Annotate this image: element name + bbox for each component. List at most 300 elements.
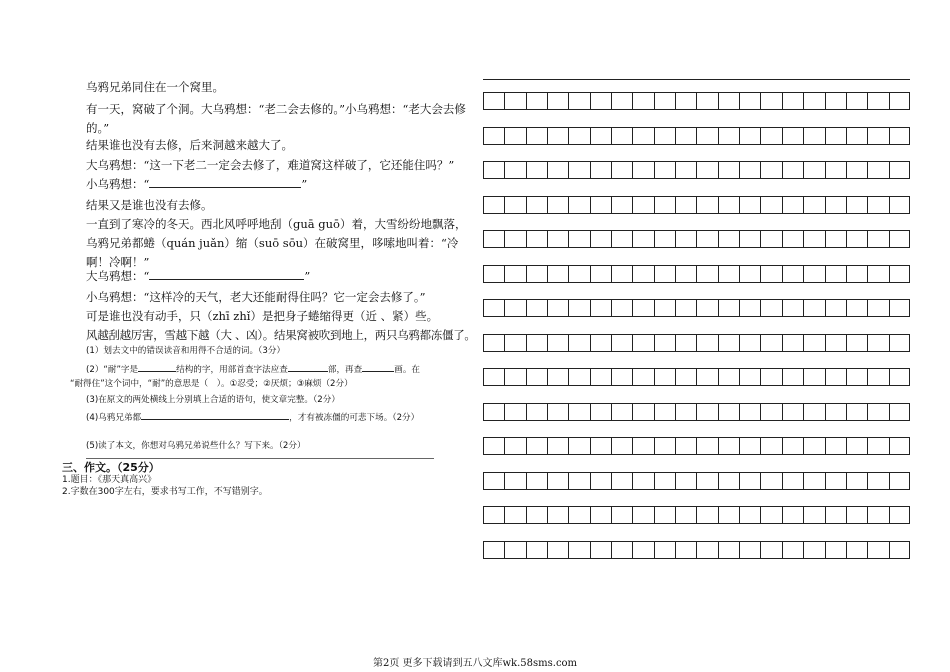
grid-cell[interactable] — [547, 438, 568, 454]
question-2-part-a: (2）“耐”字是 — [86, 365, 139, 375]
grid-cell[interactable] — [526, 128, 547, 144]
grid-cell[interactable] — [696, 473, 717, 489]
grid-cell[interactable] — [547, 507, 568, 523]
grid-cell[interactable] — [803, 369, 824, 385]
grid-cell[interactable] — [782, 93, 803, 109]
grid-cell[interactable] — [739, 438, 760, 454]
grid-cell[interactable] — [654, 507, 675, 523]
grid-cell[interactable] — [867, 128, 888, 144]
grid-cell[interactable] — [846, 197, 867, 213]
grid-cell[interactable] — [760, 473, 781, 489]
grid-cell[interactable] — [739, 93, 760, 109]
grid-cell[interactable] — [803, 128, 824, 144]
grid-cell[interactable] — [632, 369, 653, 385]
grid-cell[interactable] — [483, 473, 504, 489]
grid-cell[interactable] — [654, 93, 675, 109]
grid-cell[interactable] — [803, 507, 824, 523]
grid-cell[interactable] — [590, 438, 611, 454]
grid-cell[interactable] — [590, 197, 611, 213]
grid-cell[interactable] — [739, 197, 760, 213]
grid-cell[interactable] — [590, 507, 611, 523]
grid-cell[interactable] — [889, 93, 910, 109]
question-2 — [62, 362, 482, 378]
paragraph-5-close: ” — [301, 177, 308, 191]
grid-cell[interactable] — [760, 128, 781, 144]
grid-cell[interactable] — [889, 369, 910, 385]
grid-cell[interactable] — [504, 197, 525, 213]
grid-cell[interactable] — [568, 197, 589, 213]
grid-cell[interactable] — [867, 266, 888, 282]
grid-cell[interactable] — [568, 128, 589, 144]
grid-cell[interactable] — [483, 266, 504, 282]
grid-cell[interactable] — [867, 438, 888, 454]
grid-cell[interactable] — [803, 473, 824, 489]
grid-cell[interactable] — [867, 404, 888, 420]
grid-cell[interactable] — [760, 266, 781, 282]
grid-cell[interactable] — [889, 128, 910, 144]
q2-blank-strokes[interactable] — [362, 362, 394, 372]
grid-cell[interactable] — [632, 231, 653, 247]
grid-cell[interactable] — [547, 231, 568, 247]
grid-cell[interactable] — [654, 162, 675, 178]
grid-cell[interactable] — [846, 473, 867, 489]
grid-cell[interactable] — [504, 335, 525, 351]
grid-cell[interactable] — [611, 266, 632, 282]
grid-cell[interactable] — [825, 266, 846, 282]
grid-cell[interactable] — [675, 128, 696, 144]
grid-cell[interactable] — [590, 369, 611, 385]
grid-cell[interactable] — [483, 404, 504, 420]
grid-cell[interactable] — [654, 266, 675, 282]
grid-cell[interactable] — [889, 231, 910, 247]
grid-cell[interactable] — [632, 197, 653, 213]
grid-cell[interactable] — [718, 335, 739, 351]
grid-cell[interactable] — [504, 473, 525, 489]
grid-cell[interactable] — [611, 300, 632, 316]
q2-blank-structure[interactable] — [138, 362, 176, 372]
grid-cell[interactable] — [846, 300, 867, 316]
grid-cell[interactable] — [760, 300, 781, 316]
grid-cell[interactable] — [760, 335, 781, 351]
grid-cell[interactable] — [889, 300, 910, 316]
grid-cell[interactable] — [632, 473, 653, 489]
grid-cell[interactable] — [739, 404, 760, 420]
grid-cell[interactable] — [803, 93, 824, 109]
grid-row — [483, 299, 910, 317]
grid-cell[interactable] — [611, 507, 632, 523]
grid-cell[interactable] — [675, 369, 696, 385]
grid-cell[interactable] — [632, 542, 653, 558]
grid-cell[interactable] — [867, 542, 888, 558]
grid-cell[interactable] — [739, 266, 760, 282]
grid-cell[interactable] — [739, 507, 760, 523]
grid-cell[interactable] — [675, 438, 696, 454]
grid-cell[interactable] — [825, 404, 846, 420]
grid-cell[interactable] — [696, 266, 717, 282]
grid-cell[interactable] — [675, 335, 696, 351]
grid-cell[interactable] — [547, 197, 568, 213]
q2-blank-radical[interactable] — [288, 362, 328, 372]
grid-cell[interactable] — [568, 473, 589, 489]
grid-cell[interactable] — [526, 266, 547, 282]
grid-cell[interactable] — [504, 231, 525, 247]
grid-cell[interactable] — [483, 162, 504, 178]
question-4-part-b: ，才有被冻僵的可悲下场。（2分） — [289, 413, 420, 423]
grid-cell[interactable] — [483, 438, 504, 454]
grid-cell[interactable] — [632, 300, 653, 316]
grid-cell[interactable] — [611, 404, 632, 420]
grid-cell[interactable] — [526, 197, 547, 213]
grid-cell[interactable] — [718, 300, 739, 316]
grid-cell[interactable] — [696, 507, 717, 523]
grid-cell[interactable] — [760, 231, 781, 247]
grid-cell[interactable] — [803, 162, 824, 178]
grid-cell[interactable] — [889, 473, 910, 489]
grid-cell[interactable] — [547, 335, 568, 351]
grid-cell[interactable] — [526, 473, 547, 489]
grid-cell[interactable] — [654, 438, 675, 454]
grid-cell[interactable] — [568, 335, 589, 351]
grid-cell[interactable] — [547, 300, 568, 316]
grid-cell[interactable] — [547, 473, 568, 489]
grid-cell[interactable] — [547, 128, 568, 144]
grid-cell[interactable] — [568, 404, 589, 420]
grid-cell[interactable] — [526, 335, 547, 351]
grid-cell[interactable] — [889, 197, 910, 213]
grid-cell[interactable] — [654, 231, 675, 247]
grid-cell[interactable] — [718, 231, 739, 247]
grid-cell[interactable] — [590, 300, 611, 316]
grid-cell[interactable] — [590, 128, 611, 144]
paragraph-2: 有一天，窝破了个洞。大乌鸦想：“老二会去修的。”小乌鸦想：“老大会去修的。” — [86, 102, 466, 135]
grid-cell[interactable] — [889, 162, 910, 178]
grid-cell[interactable] — [825, 93, 846, 109]
grid-cell[interactable] — [782, 507, 803, 523]
grid-cell[interactable] — [718, 266, 739, 282]
grid-cell[interactable] — [632, 93, 653, 109]
grid-cell[interactable] — [568, 369, 589, 385]
grid-cell[interactable] — [675, 162, 696, 178]
grid-cell[interactable] — [504, 128, 525, 144]
grid-cell[interactable] — [483, 93, 504, 109]
grid-cell[interactable] — [825, 162, 846, 178]
grid-cell[interactable] — [889, 438, 910, 454]
grid-cell[interactable] — [696, 162, 717, 178]
grid-cell[interactable] — [504, 162, 525, 178]
grid-cell[interactable] — [632, 507, 653, 523]
grid-cell[interactable] — [611, 438, 632, 454]
grid-cell[interactable] — [504, 438, 525, 454]
grid-cell[interactable] — [590, 231, 611, 247]
grid-cell[interactable] — [782, 404, 803, 420]
grid-cell[interactable] — [782, 335, 803, 351]
grid-cell[interactable] — [760, 438, 781, 454]
grid-cell[interactable] — [611, 128, 632, 144]
grid-cell[interactable] — [846, 266, 867, 282]
grid-cell[interactable] — [611, 473, 632, 489]
grid-cell[interactable] — [889, 542, 910, 558]
grid-cell[interactable] — [654, 300, 675, 316]
grid-cell[interactable] — [825, 197, 846, 213]
grid-cell[interactable] — [867, 473, 888, 489]
grid-cell[interactable] — [526, 404, 547, 420]
grid-cell[interactable] — [568, 162, 589, 178]
grid-cell[interactable] — [675, 93, 696, 109]
grid-cell[interactable] — [611, 542, 632, 558]
grid-cell[interactable] — [760, 507, 781, 523]
grid-cell[interactable] — [526, 369, 547, 385]
grid-cell[interactable] — [654, 542, 675, 558]
grid-cell[interactable] — [654, 197, 675, 213]
grid-cell[interactable] — [547, 404, 568, 420]
grid-cell[interactable] — [782, 128, 803, 144]
grid-cell[interactable] — [696, 542, 717, 558]
grid-cell[interactable] — [547, 266, 568, 282]
grid-cell[interactable] — [718, 507, 739, 523]
grid-cell[interactable] — [782, 266, 803, 282]
grid-cell[interactable] — [867, 369, 888, 385]
grid-cell[interactable] — [675, 197, 696, 213]
grid-cell[interactable] — [654, 369, 675, 385]
grid-cell[interactable] — [696, 197, 717, 213]
grid-cell[interactable] — [803, 231, 824, 247]
grid-cell[interactable] — [611, 369, 632, 385]
grid-cell[interactable] — [611, 162, 632, 178]
grid-cell[interactable] — [526, 162, 547, 178]
grid-cell[interactable] — [632, 404, 653, 420]
grid-cell[interactable] — [547, 369, 568, 385]
grid-cell[interactable] — [782, 300, 803, 316]
grid-cell[interactable] — [675, 404, 696, 420]
grid-cell[interactable] — [889, 507, 910, 523]
grid-cell[interactable] — [803, 300, 824, 316]
grid-cell[interactable] — [632, 266, 653, 282]
grid-cell[interactable] — [825, 542, 846, 558]
grid-cell[interactable] — [760, 93, 781, 109]
grid-cell[interactable] — [867, 335, 888, 351]
composition-item-1: 1.题目：《那天真高兴》 — [62, 475, 157, 485]
grid-cell[interactable] — [718, 128, 739, 144]
grid-cell[interactable] — [696, 300, 717, 316]
question-5: (5)读了本文，你想对乌鸦兄弟说些什么？写下来。（2分） — [86, 441, 306, 451]
grid-cell[interactable] — [803, 266, 824, 282]
grid-cell[interactable] — [504, 93, 525, 109]
composition-grid[interactable] — [483, 79, 910, 576]
grid-cell[interactable] — [568, 300, 589, 316]
grid-cell[interactable] — [803, 197, 824, 213]
grid-cell[interactable] — [654, 473, 675, 489]
grid-cell[interactable] — [654, 335, 675, 351]
grid-cell[interactable] — [718, 93, 739, 109]
grid-cell[interactable] — [825, 335, 846, 351]
grid-cell[interactable] — [547, 93, 568, 109]
grid-cell[interactable] — [483, 542, 504, 558]
grid-cell[interactable] — [526, 438, 547, 454]
paragraph-4: 大乌鸦想：“这一下老二一定会去修了，难道窝这样破了，它还能住吗？” — [86, 158, 455, 172]
grid-cell[interactable] — [803, 542, 824, 558]
grid-cell[interactable] — [846, 231, 867, 247]
grid-cell[interactable] — [526, 300, 547, 316]
grid-cell[interactable] — [696, 335, 717, 351]
grid-cell[interactable] — [590, 93, 611, 109]
grid-cell[interactable] — [739, 369, 760, 385]
grid-cell[interactable] — [568, 266, 589, 282]
fill-blank-2[interactable] — [149, 270, 304, 280]
grid-cell[interactable] — [867, 162, 888, 178]
grid-cell[interactable] — [803, 335, 824, 351]
grid-cell[interactable] — [739, 335, 760, 351]
grid-cell[interactable] — [825, 231, 846, 247]
grid-cell[interactable] — [526, 231, 547, 247]
grid-cell[interactable] — [760, 162, 781, 178]
grid-cell[interactable] — [590, 266, 611, 282]
grid-cell[interactable] — [846, 404, 867, 420]
grid-cell[interactable] — [568, 507, 589, 523]
grid-cell[interactable] — [590, 473, 611, 489]
grid-cell[interactable] — [483, 300, 504, 316]
grid-cell[interactable] — [846, 507, 867, 523]
grid-cell[interactable] — [632, 335, 653, 351]
grid-cell[interactable] — [696, 93, 717, 109]
question-4-part-a: (4)乌鸦兄弟都 — [86, 413, 142, 423]
grid-cell[interactable] — [611, 231, 632, 247]
grid-cell[interactable] — [547, 162, 568, 178]
grid-cell[interactable] — [483, 507, 504, 523]
grid-cell[interactable] — [846, 542, 867, 558]
grid-cell[interactable] — [760, 404, 781, 420]
grid-cell[interactable] — [526, 507, 547, 523]
grid-cell[interactable] — [483, 197, 504, 213]
grid-cell[interactable] — [568, 93, 589, 109]
grid-cell[interactable] — [760, 542, 781, 558]
grid-cell[interactable] — [590, 542, 611, 558]
grid-cell[interactable] — [760, 369, 781, 385]
grid-cell[interactable] — [526, 542, 547, 558]
grid-cell[interactable] — [867, 231, 888, 247]
grid-cell[interactable] — [526, 93, 547, 109]
paragraph-9: 小乌鸦想：“这样冷的天气，老大还能耐得住吗？它一定会去修了。” — [86, 290, 426, 304]
grid-cell[interactable] — [846, 93, 867, 109]
grid-cell[interactable] — [889, 335, 910, 351]
grid-cell[interactable] — [867, 507, 888, 523]
grid-cell[interactable] — [504, 300, 525, 316]
grid-cell[interactable] — [739, 162, 760, 178]
grid-cell[interactable] — [739, 300, 760, 316]
grid-cell[interactable] — [675, 473, 696, 489]
grid-cell[interactable] — [504, 404, 525, 420]
grid-cell[interactable] — [504, 266, 525, 282]
grid-cell[interactable] — [718, 473, 739, 489]
grid-cell[interactable] — [718, 162, 739, 178]
grid-cell[interactable] — [867, 300, 888, 316]
grid-cell[interactable] — [739, 231, 760, 247]
grid-cell[interactable] — [825, 473, 846, 489]
grid-cell[interactable] — [675, 300, 696, 316]
grid-cell[interactable] — [782, 473, 803, 489]
grid-cell[interactable] — [825, 128, 846, 144]
grid-cell[interactable] — [568, 231, 589, 247]
grid-row — [483, 334, 910, 352]
grid-cell[interactable] — [803, 438, 824, 454]
grid-cell[interactable] — [675, 507, 696, 523]
grid-cell[interactable] — [846, 335, 867, 351]
grid-cell[interactable] — [483, 231, 504, 247]
grid-cell[interactable] — [889, 404, 910, 420]
grid-cell[interactable] — [739, 128, 760, 144]
grid-cell[interactable] — [718, 369, 739, 385]
grid-cell[interactable] — [675, 266, 696, 282]
grid-cell[interactable] — [696, 128, 717, 144]
grid-cell[interactable] — [632, 162, 653, 178]
grid-cell[interactable] — [825, 507, 846, 523]
grid-cell[interactable] — [632, 128, 653, 144]
grid-cell[interactable] — [846, 369, 867, 385]
grid-cell[interactable] — [654, 128, 675, 144]
grid-cell[interactable] — [696, 231, 717, 247]
grid-cell[interactable] — [782, 162, 803, 178]
grid-cell[interactable] — [867, 93, 888, 109]
grid-cell[interactable] — [846, 438, 867, 454]
grid-cell[interactable] — [846, 128, 867, 144]
grid-cell[interactable] — [846, 162, 867, 178]
grid-cell[interactable] — [718, 438, 739, 454]
grid-cell[interactable] — [739, 473, 760, 489]
grid-cell[interactable] — [611, 93, 632, 109]
grid-cell[interactable] — [718, 542, 739, 558]
grid-cell[interactable] — [483, 335, 504, 351]
grid-cell[interactable] — [568, 542, 589, 558]
grid-cell[interactable] — [504, 507, 525, 523]
grid-cell[interactable] — [803, 404, 824, 420]
grid-row — [483, 541, 910, 559]
grid-cell[interactable] — [504, 369, 525, 385]
grid-cell[interactable] — [825, 369, 846, 385]
grid-cell[interactable] — [568, 438, 589, 454]
grid-cell[interactable] — [696, 369, 717, 385]
grid-cell[interactable] — [696, 438, 717, 454]
grid-cell[interactable] — [547, 542, 568, 558]
q4-blank[interactable] — [141, 410, 289, 420]
grid-cell[interactable] — [718, 404, 739, 420]
grid-cell[interactable] — [590, 162, 611, 178]
grid-cell[interactable] — [782, 369, 803, 385]
grid-cell[interactable] — [483, 369, 504, 385]
grid-cell[interactable] — [782, 231, 803, 247]
grid-cell[interactable] — [782, 542, 803, 558]
grid-cell[interactable] — [590, 335, 611, 351]
grid-cell[interactable] — [632, 438, 653, 454]
grid-cell[interactable] — [675, 542, 696, 558]
grid-cell[interactable] — [654, 404, 675, 420]
grid-cell[interactable] — [889, 266, 910, 282]
grid-cell[interactable] — [760, 197, 781, 213]
grid-cell[interactable] — [867, 197, 888, 213]
grid-cell[interactable] — [718, 197, 739, 213]
grid-cell[interactable] — [696, 404, 717, 420]
grid-cell[interactable] — [675, 231, 696, 247]
grid-cell[interactable] — [825, 300, 846, 316]
grid-cell[interactable] — [483, 128, 504, 144]
grid-cell[interactable] — [782, 197, 803, 213]
grid-cell[interactable] — [825, 438, 846, 454]
grid-cell[interactable] — [611, 197, 632, 213]
grid-cell[interactable] — [611, 335, 632, 351]
grid-cell[interactable] — [504, 542, 525, 558]
grid-cell[interactable] — [590, 404, 611, 420]
fill-blank-1[interactable] — [149, 178, 301, 188]
grid-cell[interactable] — [782, 438, 803, 454]
grid-cell[interactable] — [739, 542, 760, 558]
